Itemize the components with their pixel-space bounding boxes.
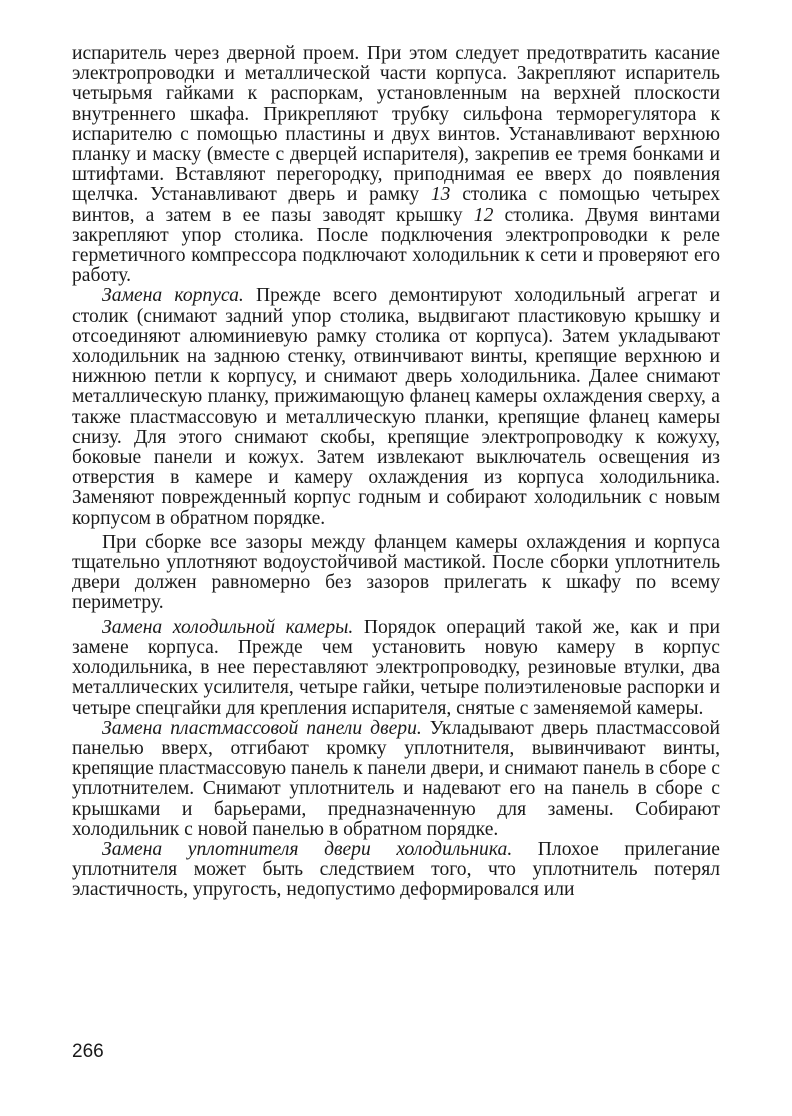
- page-body: [72, 44, 720, 901]
- part-number-12: 12: [473, 204, 494, 226]
- paragraph-text: столика. Двумя винтами закрепляют упор столика. После подключения электропроводки к реле герметичного компрессора подключают холодильник к сети и проверяют его работу.: [72, 204, 720, 287]
- paragraph-text: Порядок операций такой же, как и при замене корпуса. Прежде чем установить новую камеру в корпус холодильника, в нее переставляют электропроводку, резиновые втулки, два металлических усилителя, четыре гайки, четыре полиэтиленовые распорки и четыре спецгайки для крепления испарителя, снятые с заменяемой камеры.: [72, 616, 720, 719]
- paragraph-text: Прежде всего демонтируют холодильный агрегат и столик (снимают задний упор столика, выдвигают пластиковую крышку и отсоединяют алюминиевую рамку столика от корпуса). Затем укладывают холодильник на заднюю стенку, отвинчивают винты, крепящие верхнюю и нижнюю петли к корпусу, и снимают дверь холодильника. Далее снимают металлическую планку, прижимающую фланец камеры охлаждения сверху, а также пластмассовую и металлическую планки, крепящие фланец камеры снизу. Для этого снимают скобы, крепящие электропроводку к кожуху, боковые панели и кожух. Затем извлекают выключатель освещения из отверстия в камере и камеру охлаждения из корпуса холодильника. Заменяют поврежденный корпус годным и собирают холодильник с новым корпусом в обратном порядке.: [72, 285, 720, 529]
- paragraph-door-seal-replacement: [72, 840, 720, 901]
- paragraph-text: столика с помощью четырех винтов, а затем в ее пазы заводят крышку: [72, 184, 720, 226]
- paragraph-text: Плохое прилегание уплотнителя может быть следствием того, что уплотнитель потерял эластичность, упругость, недопустимо деформировался или: [72, 838, 720, 901]
- paragraph-text: Укладывают дверь пластмассовой панелью вверх, отгибают кромку уплотнителя, вывинчивают винты, крепящие пластмассовую панель к панели двери, и снимают панель в сборе с уплотнителем. Снимают уплотнитель и надевают его на панель в сборе с крышками и барьерами, предназначенную для замены. Собирают холодильник с новой панелью в обратном порядке.: [72, 717, 720, 840]
- paragraph-chamber-replacement: [72, 618, 720, 719]
- page-number: 266: [72, 1041, 104, 1062]
- part-number-13: 13: [430, 184, 451, 206]
- section-heading-door-seal-replacement: Замена уплотнителя двери холодильника.: [102, 838, 513, 860]
- section-heading-chamber-replacement: Замена холодильной камеры.: [102, 616, 354, 638]
- section-heading-case-replacement: Замена корпуса.: [102, 285, 244, 307]
- section-heading-door-panel-replacement: Замена пластмассовой панели двери.: [102, 717, 422, 739]
- paragraph-text: испаритель через дверной проем. При этом следует предотвратить касание электропроводки и металлической части корпуса. Закрепляют испаритель четырьмя гайками к распоркам, установленным на верхней плоскости внутреннего шкафа. Прикрепляют трубку сильфона терморегулятора к испарителю с помощью пластины и двух винтов. Устанавливают верхнюю планку и маску (вместе с дверцей испарителя), закрепив ее тремя бонками и штифтами. Вставляют перегородку, приподнимая ее вверх до появления щелчка. Устанавливают дверь и рамку: [72, 43, 720, 206]
- paragraph-text: При сборке все зазоры между фланцем камеры охлаждения и корпуса тщательно уплотняют водоустойчивой мастикой. После сборки уплотнитель двери должен равномерно без зазоров прилегать к шкафу по всему периметру.: [72, 531, 720, 614]
- paragraph-case-replacement: [72, 286, 720, 528]
- paragraph-evaporator-install: [72, 44, 720, 286]
- paragraph-assembly-sealing: [72, 533, 720, 614]
- paragraph-door-panel-replacement: [72, 719, 720, 840]
